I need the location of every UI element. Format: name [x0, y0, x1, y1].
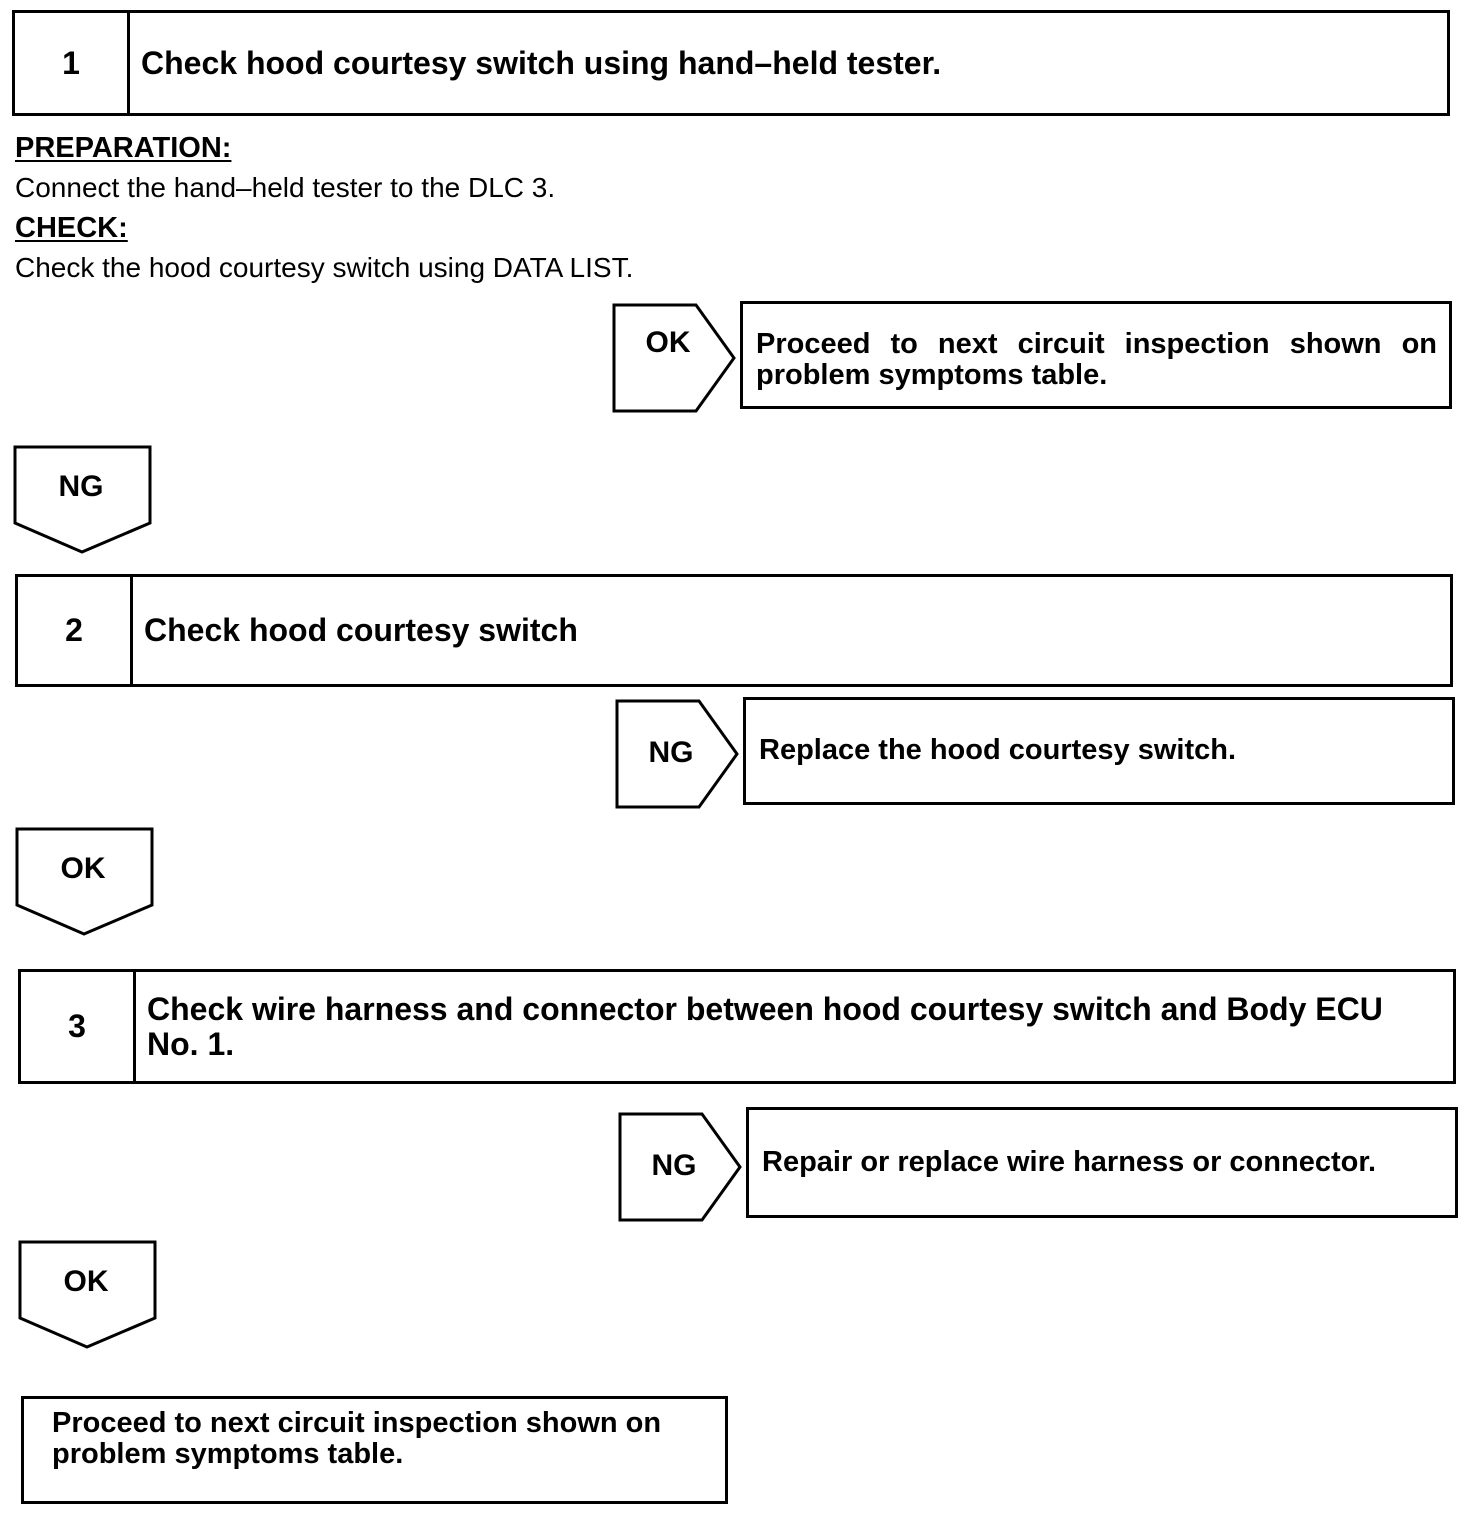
step-2-ng-label: NG	[648, 736, 694, 769]
preparation-text: Connect the hand–held tester to the DLC 3.	[15, 172, 556, 203]
step-3-number: 3	[21, 972, 136, 1081]
preparation-label: PREPARATION:	[15, 132, 232, 164]
step-3-ng-label: NG	[651, 1149, 697, 1182]
step-1-ok-label: OK	[645, 326, 691, 359]
step-2-title: Check hood courtesy switch	[144, 612, 578, 649]
step-1-title: Check hood courtesy switch using hand–held tester.	[141, 44, 942, 81]
step-1-ng-label: NG	[58, 470, 104, 503]
step-1-number: 1	[15, 13, 130, 113]
step-1-ok-outcome: Proceed to next circuit inspection shown on problem symptoms table.	[740, 301, 1452, 409]
step-2-ng-outcome: Replace the hood courtesy switch.	[743, 697, 1455, 805]
check-text: Check the hood courtesy switch using DATA LIST.	[15, 252, 634, 283]
step-3-title: Check wire harness and connector between hood courtesy switch and Body ECU No. 1.	[147, 990, 1383, 1062]
step-3-box	[18, 969, 1456, 1084]
step-2-box	[15, 574, 1453, 687]
step-1-box	[12, 10, 1450, 116]
step-3-ok-label: OK	[63, 1265, 109, 1298]
step-2-number: 2	[18, 577, 133, 684]
final-outcome: Proceed to next circuit inspection shown on problem symptoms table.	[21, 1396, 728, 1504]
check-label: CHECK:	[15, 212, 128, 244]
step-2-ok-label: OK	[60, 852, 106, 885]
step-3-ng-outcome: Repair or replace wire harness or connector.	[746, 1107, 1458, 1218]
